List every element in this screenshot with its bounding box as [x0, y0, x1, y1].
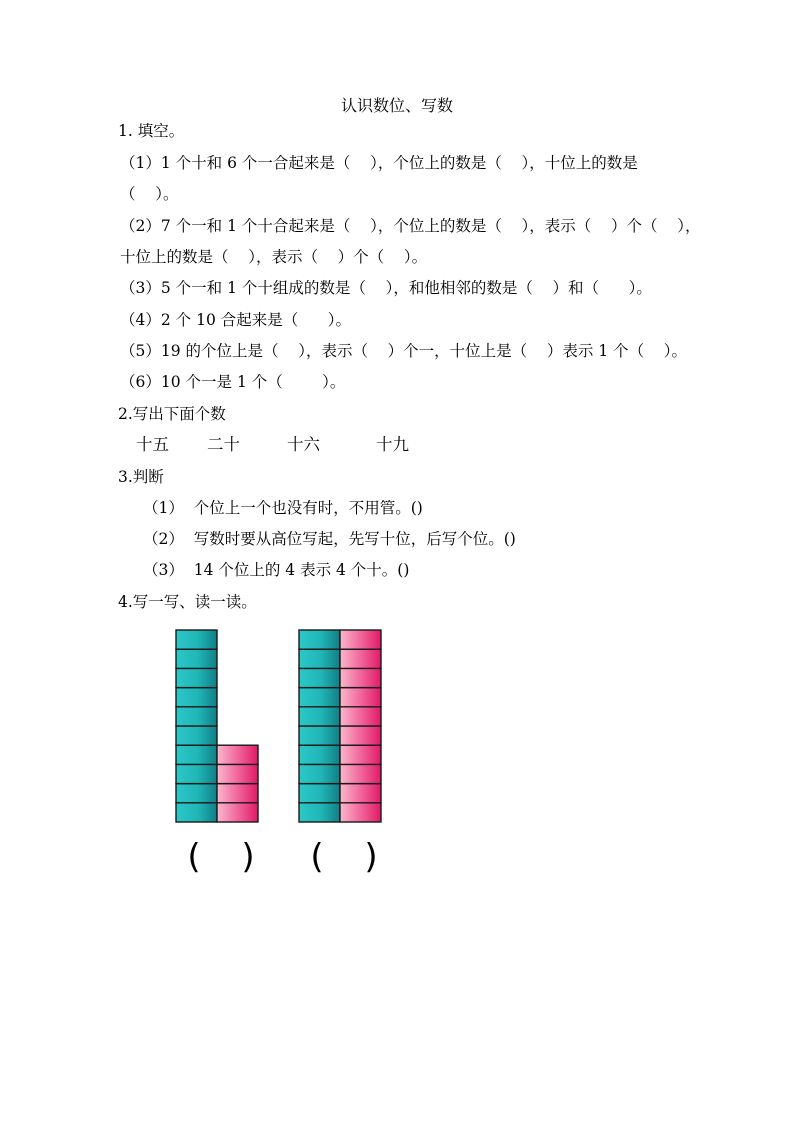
figure-1-ones-block	[217, 764, 258, 783]
q1-item-6: （6）10 个一是 1 个（ ）。	[120, 373, 346, 391]
figure-1-tens-block	[176, 668, 217, 687]
figure-1-tens-block	[176, 630, 217, 649]
figure-2-answer-open-paren: (	[310, 837, 324, 877]
figure-2-tens-block	[299, 630, 340, 649]
figure-2-ones-block	[340, 668, 381, 687]
q3-item-2: （2） 写数时要从高位写起，先写十位，后写个位。()	[143, 530, 516, 548]
figure-1-tens-block	[176, 803, 217, 822]
figure-1-ones-block	[217, 784, 258, 803]
figure-1-tens-block	[176, 764, 217, 783]
figure-1-tens-block	[176, 707, 217, 726]
figure-1-tens-block	[176, 649, 217, 668]
figure-2-ones-block	[340, 726, 381, 745]
q1-item-5: （5）19 的个位上是（ ），表示（ ）个一，十位上是（ ）表示 1 个（ ）。	[120, 342, 688, 360]
figure-1-tens-block	[176, 784, 217, 803]
q1-item-1b: （ ）。	[120, 185, 179, 203]
figure-2-answer-close-paren: )	[364, 837, 378, 877]
figure-2-ones-block	[340, 688, 381, 707]
figure-2-ones-block	[340, 630, 381, 649]
figure-2-tens-block	[299, 803, 340, 822]
q4-figures	[160, 620, 420, 880]
figure-1-tens-block	[176, 726, 217, 745]
q2-heading: 2.写出下面个数	[118, 405, 226, 423]
q1-item-2a: （2）7 个一和 1 个十合起来是（ ），个位上的数是（ ），表示（ ）个（ ），	[120, 217, 701, 235]
figure-1-ones-block	[217, 745, 258, 764]
figure-2-tens-block	[299, 784, 340, 803]
q2-number-3: 十六	[287, 435, 320, 454]
figure-1-answer-close-paren: )	[241, 837, 255, 877]
q1-item-2b: 十位上的数是（ ），表示（ ）个（ ）。	[120, 248, 428, 266]
figure-2-tens-block	[299, 726, 340, 745]
figure-2-ones-block	[340, 803, 381, 822]
figure-2-tens-block	[299, 688, 340, 707]
q1-item-3: （3）5 个一和 1 个十组成的数是（ ），和他相邻的数是（ ）和（ ）。	[120, 279, 652, 297]
figure-2-tens-block	[299, 649, 340, 668]
q3-item-3: （3） 14 个位上的 4 表示 4 个十。()	[143, 561, 410, 579]
figure-2-ones-block	[340, 764, 381, 783]
figure-2-ones-block	[340, 784, 381, 803]
figure-1-tens-block	[176, 688, 217, 707]
figure-2-ones-block	[340, 649, 381, 668]
q2-number-4: 十九	[376, 435, 409, 454]
page-title: 认识数位、写数	[340, 96, 453, 115]
q4-heading: 4.写一写、读一读。	[118, 593, 257, 611]
figure-2-tens-block	[299, 745, 340, 764]
figure-2-ones-block	[340, 707, 381, 726]
q2-number-2: 二十	[207, 435, 240, 454]
q3-heading: 3.判断	[118, 468, 164, 486]
figure-1-answer-open-paren: (	[187, 837, 201, 877]
figure-2-tens-block	[299, 707, 340, 726]
figure-2-ones-block	[340, 745, 381, 764]
figure-2-tens-block	[299, 668, 340, 687]
figure-2-tens-block	[299, 764, 340, 783]
q1-heading: 1. 填空。	[118, 122, 185, 140]
q3-item-1: （1） 个位上一个也没有时，不用管。()	[143, 499, 423, 517]
figure-1-tens-block	[176, 745, 217, 764]
q2-number-1: 十五	[136, 435, 169, 454]
q1-item-4: （4）2 个 10 合起来是（ ）。	[120, 311, 352, 329]
figure-1-ones-block	[217, 803, 258, 822]
q1-item-1a: （1）1 个十和 6 个一合起来是（ ），个位上的数是（ ），十位上的数是	[120, 154, 638, 172]
